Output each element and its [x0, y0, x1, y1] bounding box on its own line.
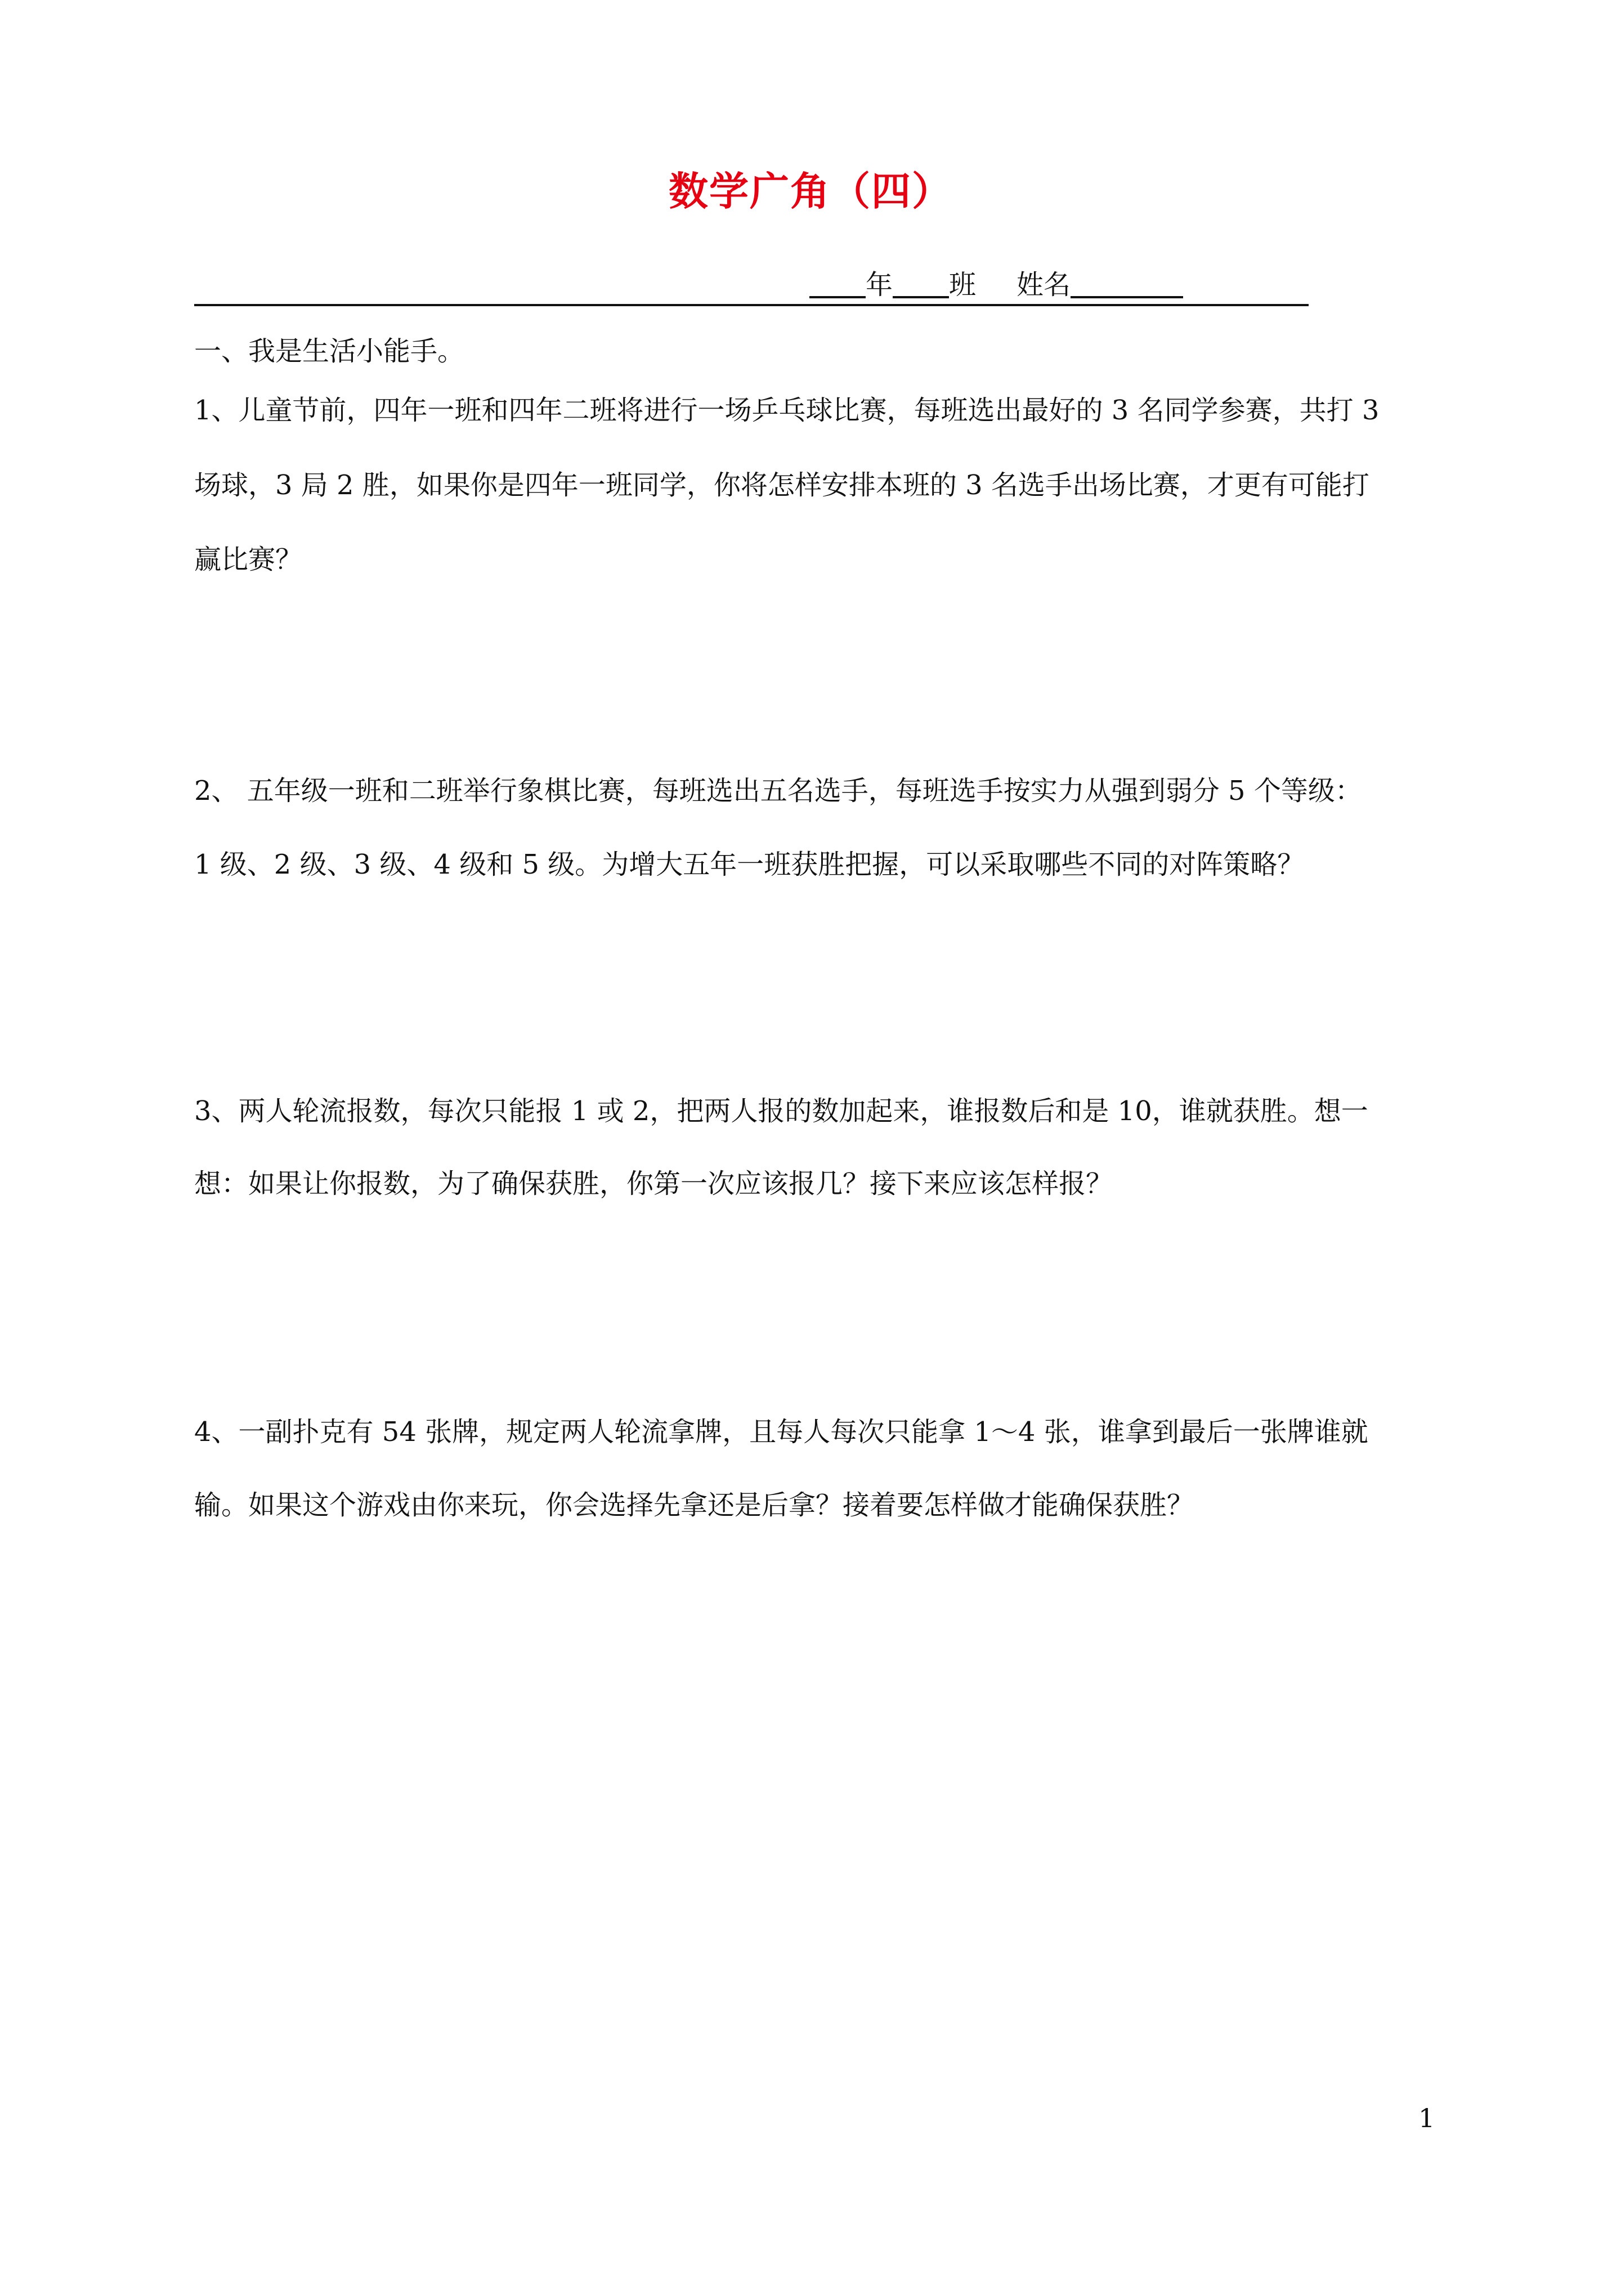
section-heading: 一、我是生活小能手。: [194, 335, 465, 367]
page-title: 数学广角（四）: [669, 168, 952, 214]
class-label: 班: [949, 269, 977, 301]
question-1-line-1: 1、儿童节前，四年一班和四年二班将进行一场乒乓球比赛，每班选出最好的 3 名同学参赛，共打 3: [194, 395, 1380, 426]
question-2-line-2: 1 级、2 级、3 级、4 级和 5 级。为增大五年一班获胜把握，可以采取哪些不同的对阵策略？: [194, 849, 1305, 880]
name-label: 姓名: [1017, 269, 1071, 301]
name-blank[interactable]: [1071, 269, 1183, 298]
year-blank[interactable]: [809, 269, 866, 298]
question-3-line-2: 想：如果让你报数，为了确保获胜，你第一次应该报几？接下来应该怎样报？: [194, 1168, 1113, 1200]
question-4-line-2: 输。如果这个游戏由你来玩，你会选择先拿还是后拿？接着要怎样做才能确保获胜？: [194, 1489, 1194, 1521]
year-label: 年: [866, 269, 893, 301]
question-4-line-1: 4、一副扑克有 54 张牌，规定两人轮流拿牌，且每人每次只能拿 1～4 张，谁拿到最后一张牌谁就: [194, 1416, 1368, 1448]
question-2-line-1: 2、 五年级一班和二班举行象棋比赛，每班选出五名选手，每班选手按实力从强到弱分 5 个等级：: [194, 775, 1362, 807]
class-blank[interactable]: [893, 269, 949, 298]
question-3-line-1: 3、两人轮流报数，每次只能报 1 或 2，把两人报的数加起来，谁报数后和是 10，谁就获胜。想一: [194, 1095, 1368, 1127]
student-info: [809, 269, 1183, 301]
question-1-line-3: 赢比赛？: [194, 544, 303, 575]
question-1-line-2: 场球，3 局 2 胜，如果你是四年一班同学，你将怎样安排本班的 3 名选手出场比赛，才更有可能打: [194, 469, 1369, 501]
page-number: 1: [1418, 2103, 1435, 2133]
